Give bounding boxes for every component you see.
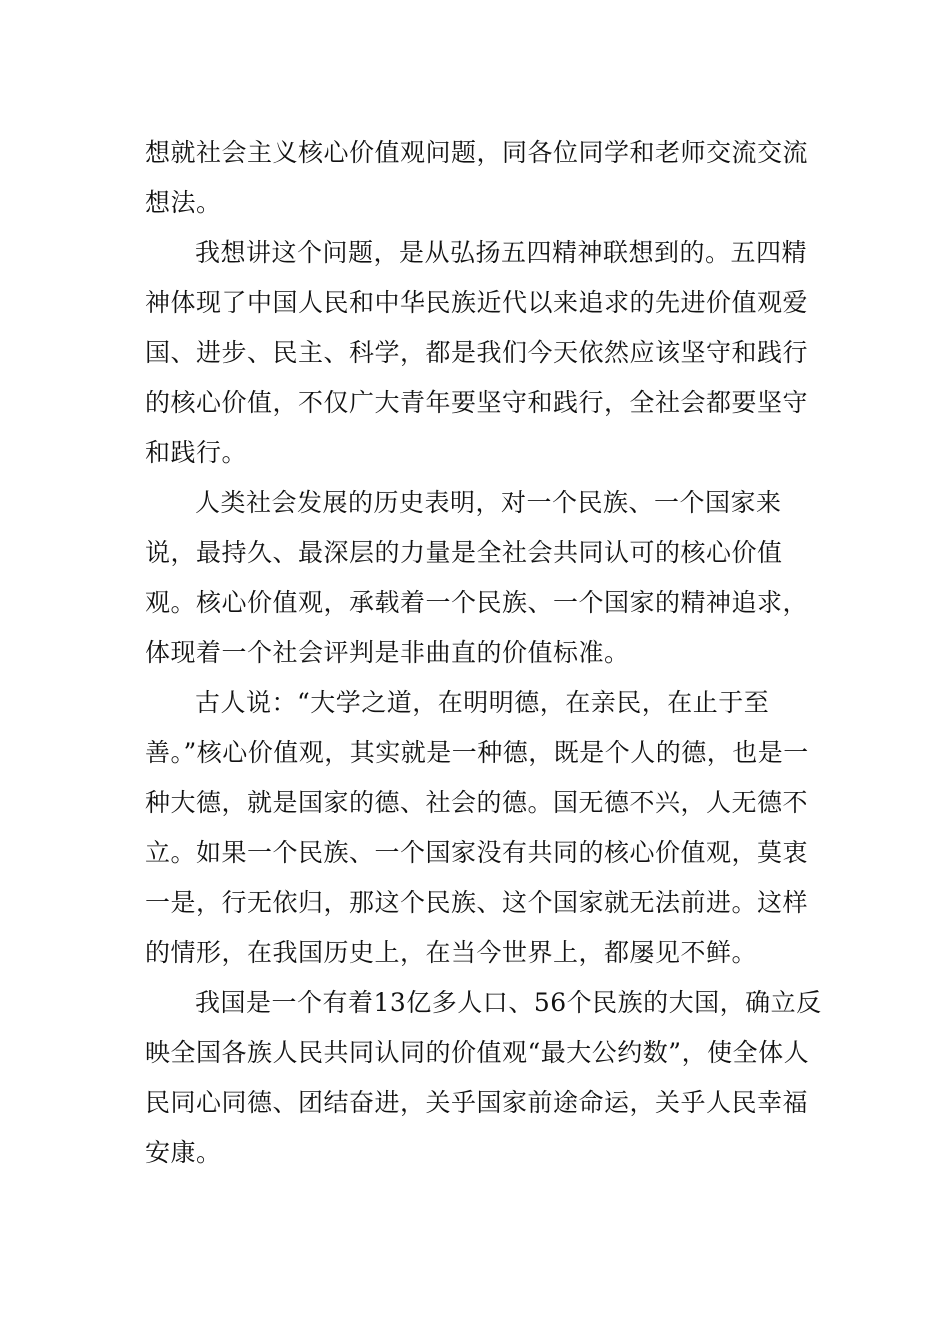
document-body <box>145 128 825 1178</box>
paragraph-core-values-history: 人类社会发展的历史表明，对一个民族、一个国家来说，最持久、最深层的力量是全社会共同认可的核心价值观。核心价值观，承载着一个民族、一个国家的精神追求，体现着一个社会评判是非曲直的价值标准。 <box>145 488 809 667</box>
paragraph-national-consensus: 我国是一个有着13亿多人口、56个民族的大国，确立反映全国各族人民共同认同的价值观“最大公约数”，使全体人民同心同德、团结奋进，关乎国家前途命运，关乎人民幸福安康。 <box>145 988 822 1167</box>
paragraph-ancient-saying: 古人说：“大学之道，在明明德，在亲民，在止于至善。”核心价值观，其实就是一种德，既是个人的德，也是一种大德，就是国家的德、社会的德。国无德不兴，人无德不立。如果一个民族、一个国家没有共同的核心价值观，莫衷一是，行无依归，那这个民族、这个国家就无法前进。这样的情形，在我国历史上，在当今世界上，都屡见不鲜。 <box>145 688 809 967</box>
paragraph-may-fourth-spirit: 我想讲这个问题，是从弘扬五四精神联想到的。五四精神体现了中国人民和中华民族近代以来追求的先进价值观爱国、进步、民主、科学，都是我们今天依然应该坚守和践行的核心价值，不仅广大青年要坚守和践行，全社会都要坚守和践行。 <box>145 238 809 467</box>
paragraph-continuation: 想就社会主义核心价值观问题，同各位同学和老师交流交流想法。 <box>145 138 809 217</box>
